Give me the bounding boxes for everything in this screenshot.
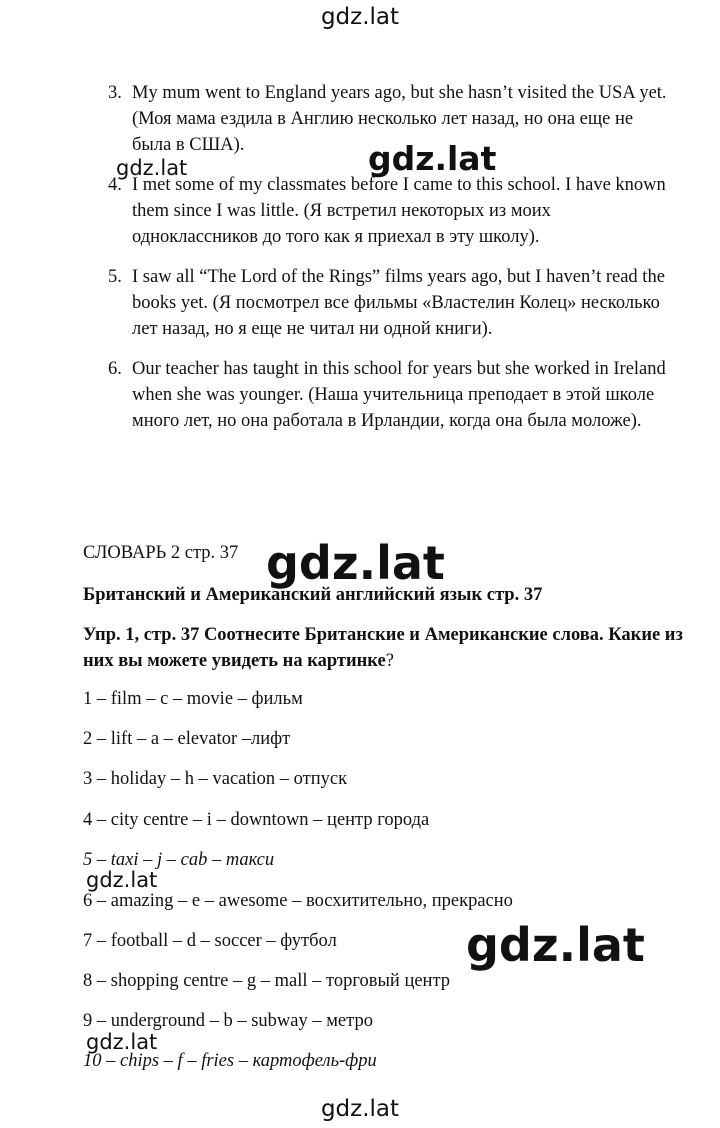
dictionary-label: СЛОВАРЬ 2 стр. 37: [83, 543, 239, 563]
vocab-row: 10 – chips – f – fries – картофель-фри: [83, 1051, 377, 1071]
list-item: [108, 172, 668, 250]
item-number: 6.: [108, 359, 122, 379]
exercise-question-mark: ?: [385, 651, 394, 671]
vocab-row: 8 – shopping centre – g – mall – торговый центр: [83, 971, 451, 991]
item-text: Our teacher has taught in this school for years but she worked in Ireland when she was younger. (Наша учительница преподает в этой школе много лет, но она работала в Ирландии, когда она была моложе).: [132, 359, 666, 431]
item-text: I saw all “The Lord of the Rings” films years ago, but I haven’t read the books yet. (Я посмотрел все фильмы «Властелин Колец» несколько лет назад, но я еще не читал ни одной книги).: [132, 267, 665, 339]
list-item: [108, 356, 668, 434]
watermark: gdz.lat: [86, 1030, 158, 1054]
vocab-row: 9 – underground – b – subway – метро: [83, 1011, 373, 1031]
item-number: 5.: [108, 267, 122, 287]
vocab-row: 6 – amazing – e – awesome – восхитительно, прекрасно: [83, 891, 513, 911]
section-heading: Британский и Американский английский язык стр. 37: [83, 585, 543, 605]
answer-list: [108, 80, 668, 434]
list-item: [108, 264, 668, 342]
watermark: gdz.lat: [266, 536, 445, 590]
vocab-row: 5 – taxi – j – cab – такси: [83, 850, 275, 870]
watermark: gdz.lat: [368, 139, 497, 178]
watermark-top: gdz.lat: [320, 4, 400, 30]
vocab-row: 7 – football – d – soccer – футбол: [83, 931, 337, 951]
item-text: I met some of my classmates before I came to this school. I have known them since I was little. (Я встретил некоторых из моих одноклассников до того как я приехал в эту школу).: [132, 175, 666, 247]
watermark: gdz.lat: [466, 918, 645, 972]
watermark-bottom: gdz.lat: [320, 1096, 400, 1122]
exercise-title: [83, 622, 693, 674]
vocab-row: 3 – holiday – h – vacation – отпуск: [83, 769, 348, 789]
item-number: 4.: [108, 175, 122, 195]
watermark: gdz.lat: [116, 156, 188, 180]
vocab-row: 1 – film – c – movie – фильм: [83, 689, 303, 709]
watermark: gdz.lat: [86, 868, 158, 892]
item-number: 3.: [108, 83, 122, 103]
vocab-row: 4 – city centre – i – downtown – центр города: [83, 810, 430, 830]
exercise-instruction: Упр. 1, стр. 37 Соотнесите Британские и Американские слова. Какие из них вы можете увидеть на картинке: [83, 625, 683, 671]
item-text: My mum went to England years ago, but she hasn’t visited the USA yet. (Моя мама ездила в Англию несколько лет назад, но она еще не была в США).: [132, 83, 667, 155]
vocab-row: 2 – lift – a – elevator –лифт: [83, 729, 291, 749]
